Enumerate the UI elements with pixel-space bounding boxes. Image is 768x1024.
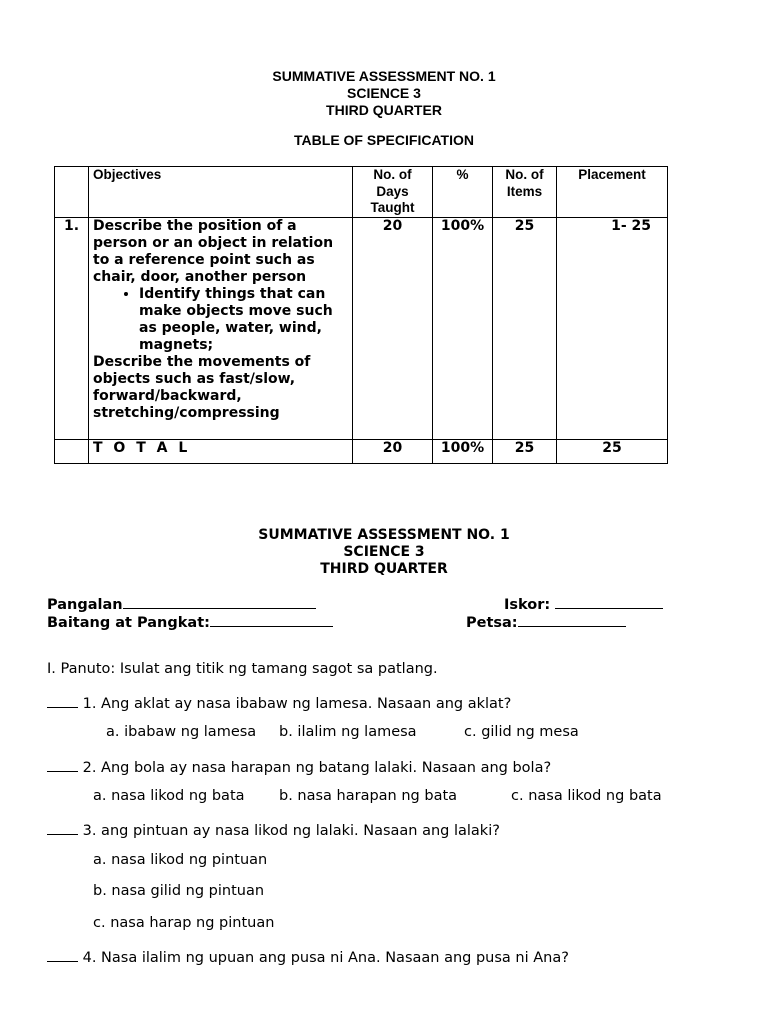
placement-cell: 1- 25: [557, 218, 668, 440]
col-header-days: No. of Days Taught: [353, 167, 433, 218]
total-items: 25: [493, 440, 557, 464]
total-label: T O T A L: [89, 440, 353, 464]
table-row: [55, 218, 668, 440]
tos-header: [0, 68, 768, 149]
tos-title-line1: SUMMATIVE ASSESSMENT NO. 1: [272, 68, 496, 84]
question-3: [47, 820, 500, 840]
objective-cell: [89, 218, 353, 440]
table-header-row: [55, 167, 668, 218]
row-number: 1.: [55, 218, 89, 440]
choice-2c: c. nasa likod ng bata: [511, 788, 662, 804]
table-total-row: [55, 440, 668, 464]
answer-blank-4[interactable]: [47, 947, 78, 962]
table-of-specification: [54, 166, 668, 464]
score-field: [504, 594, 663, 614]
col-header-placement: Placement: [557, 167, 668, 218]
total-empty-cell: [55, 440, 89, 464]
col-header-objectives: Objectives: [89, 167, 353, 218]
objective-bullet: • Identify things that can make objects move such as people, water, wind, magnets;: [139, 286, 348, 354]
name-blank[interactable]: [123, 594, 316, 609]
grade-section-blank[interactable]: [210, 612, 333, 627]
date-blank[interactable]: [518, 612, 626, 627]
score-blank[interactable]: [555, 594, 663, 609]
question-text: 3. ang pintuan ay nasa likod ng lalaki. Nasaan ang lalaki?: [82, 823, 500, 839]
date-field: [466, 612, 626, 632]
question-1: [47, 693, 511, 713]
objective-intro: Describe the position of a person or an object in relation to a reference point such as chair, door, another person: [93, 218, 334, 285]
grade-section-label: Baitang at Pangkat:: [47, 615, 210, 631]
total-percent: 100%: [433, 440, 493, 464]
objective-bullet-list: [93, 286, 348, 354]
date-label: Petsa:: [466, 615, 518, 631]
test-title-line1: SUMMATIVE ASSESSMENT NO. 1: [258, 527, 510, 543]
test-header: [0, 527, 768, 578]
choice-2a: a. nasa likod ng bata: [93, 788, 245, 804]
name-field: [47, 594, 316, 614]
choice-3b: b. nasa gilid ng pintuan: [93, 883, 265, 899]
answer-blank-3[interactable]: [47, 820, 78, 835]
items-cell: 25: [493, 218, 557, 440]
choice-1a: a. ibabaw ng lamesa: [106, 724, 257, 740]
days-cell: 20: [353, 218, 433, 440]
question-4: [47, 947, 569, 967]
col-header-items: No. of Items: [493, 167, 557, 218]
total-days: 20: [353, 440, 433, 464]
col-header-percent: %: [433, 167, 493, 218]
tos-table-title: TABLE OF SPECIFICATION: [294, 132, 474, 148]
choice-3a: a. nasa likod ng pintuan: [93, 852, 268, 868]
choice-1b: b. ilalim ng lamesa: [279, 724, 417, 740]
choice-3c: c. nasa harap ng pintuan: [93, 915, 275, 931]
test-title-line2: SCIENCE 3: [343, 544, 425, 560]
choice-1c: c. gilid ng mesa: [464, 724, 579, 740]
question-2: [47, 757, 551, 777]
objective-end: Describe the movements of objects such as fast/slow, forward/backward, stretching/compressing: [93, 354, 311, 421]
tos-title-line3: THIRD QUARTER: [326, 102, 442, 118]
question-text: 4. Nasa ilalim ng upuan ang pusa ni Ana. Nasaan ang pusa ni Ana?: [82, 950, 569, 966]
tos-title-line2: SCIENCE 3: [347, 85, 421, 101]
answer-blank-1[interactable]: [47, 693, 78, 708]
name-label: Pangalan: [47, 597, 123, 613]
question-text: 2. Ang bola ay nasa harapan ng batang lalaki. Nasaan ang bola?: [82, 760, 552, 776]
percent-cell: 100%: [433, 218, 493, 440]
question-text: 1. Ang aklat ay nasa ibabaw ng lamesa. Nasaan ang aklat?: [82, 696, 512, 712]
total-placement: 25: [557, 440, 668, 464]
choice-2b: b. nasa harapan ng bata: [279, 788, 458, 804]
answer-blank-2[interactable]: [47, 757, 78, 772]
instructions: I. Panuto: Isulat ang titik ng tamang sagot sa patlang.: [47, 661, 438, 677]
test-title-line3: THIRD QUARTER: [320, 561, 448, 577]
grade-section-field: [47, 612, 333, 632]
score-label: Iskor:: [504, 597, 556, 613]
col-header-number: [55, 167, 89, 218]
